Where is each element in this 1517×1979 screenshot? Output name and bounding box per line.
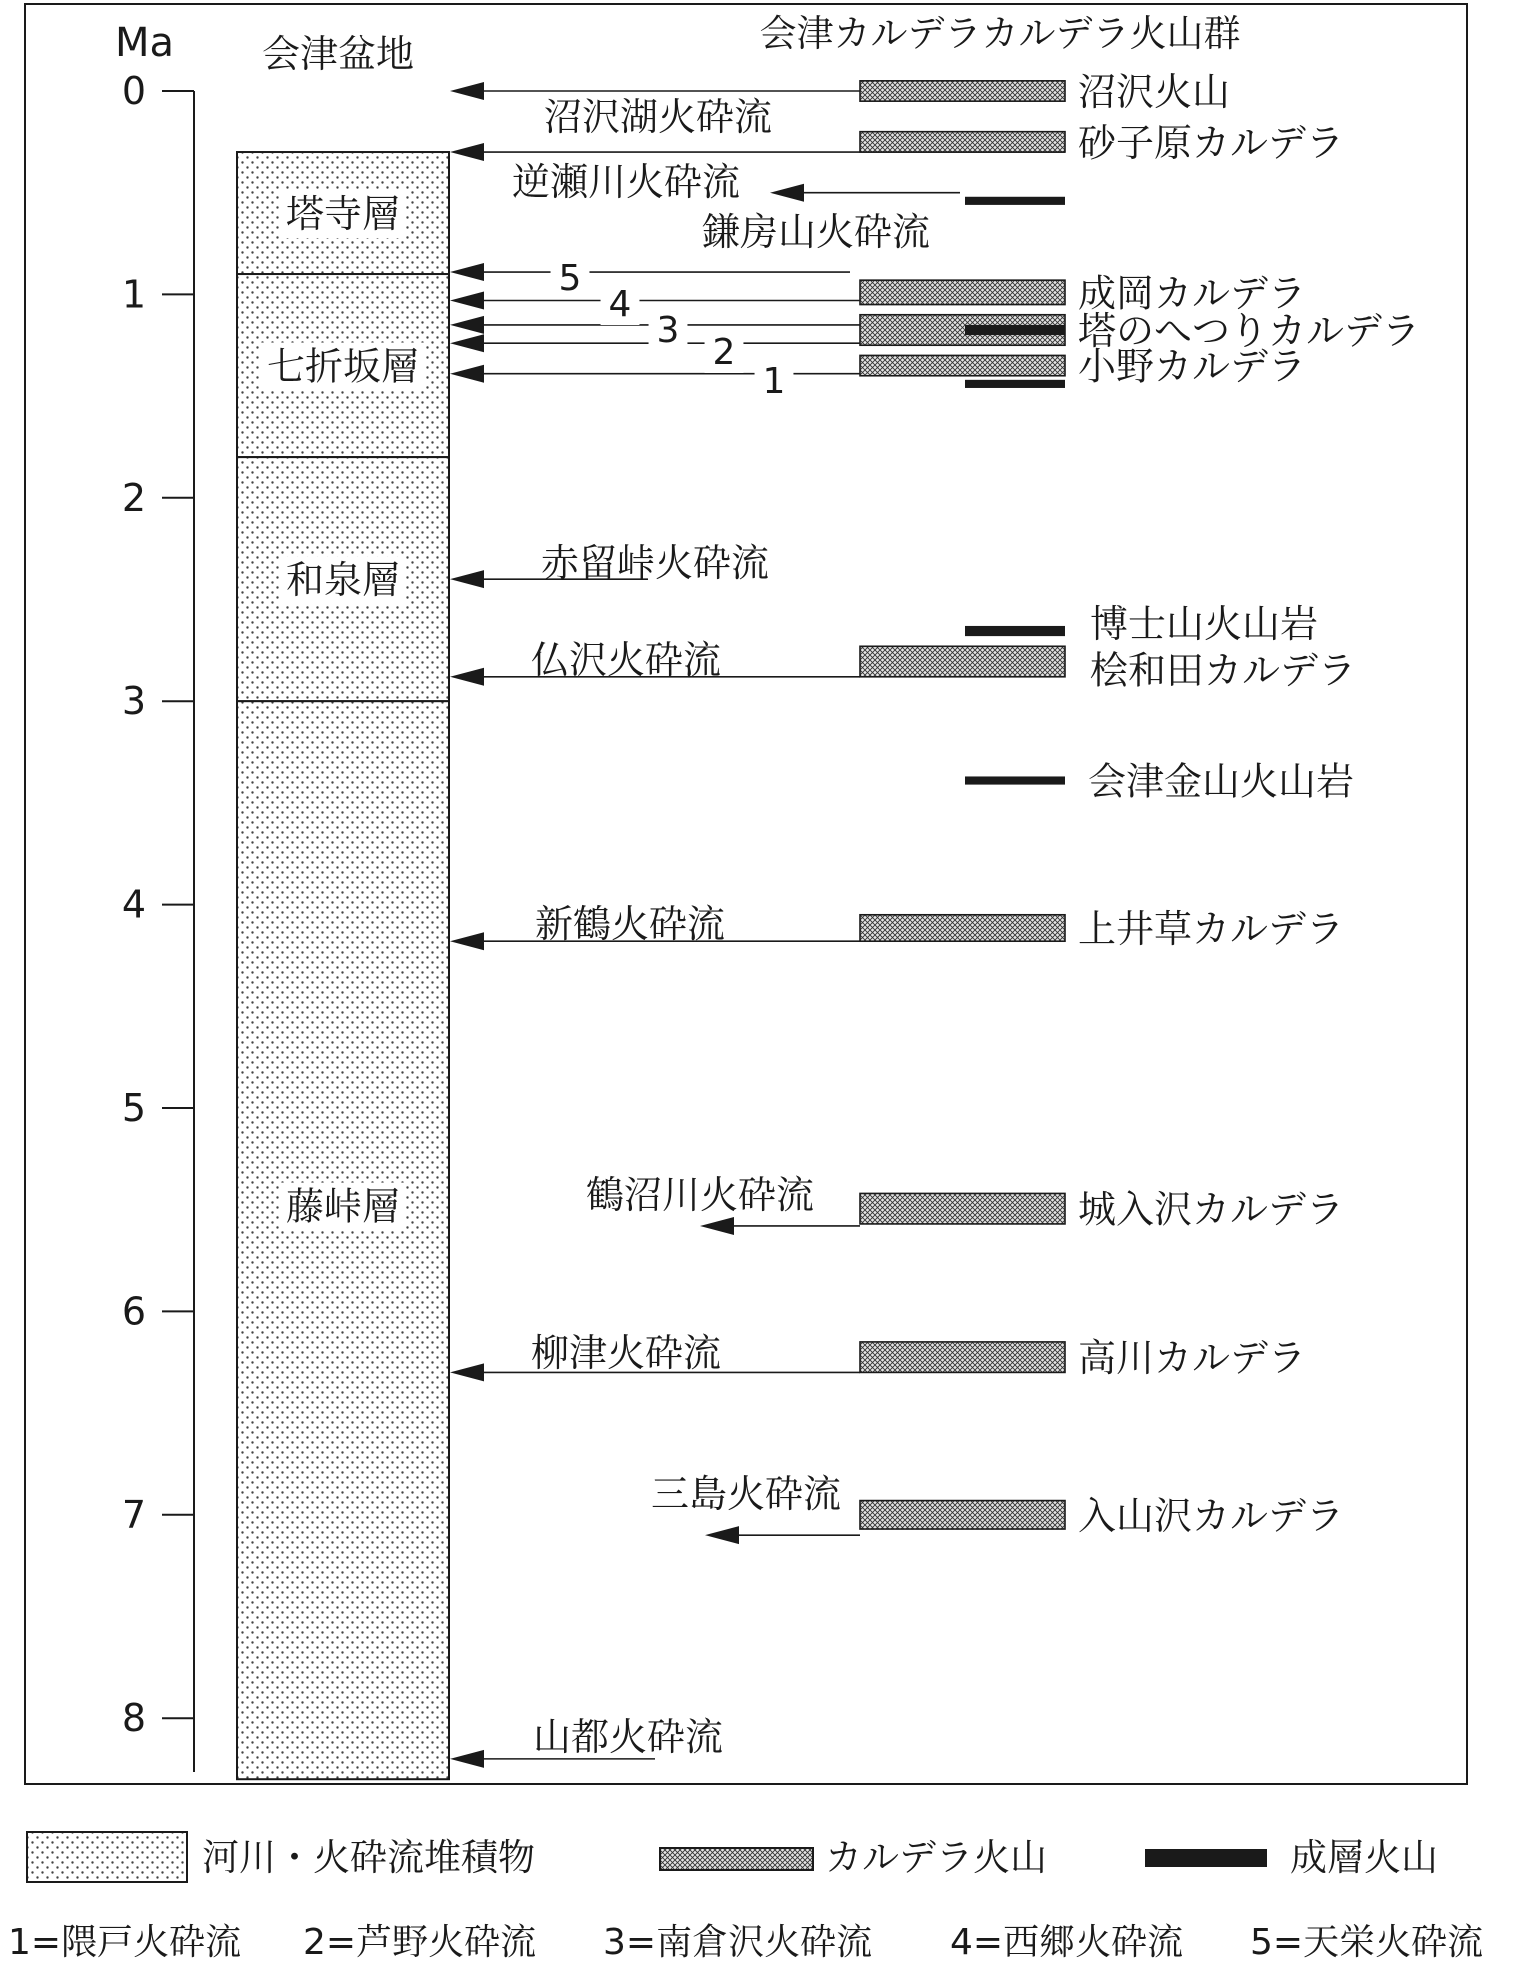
flow-label-4: 4 <box>608 284 632 325</box>
caldera-bar-11 <box>860 915 1065 941</box>
flow-label-13: 三島火砕流 <box>650 1472 842 1516</box>
layer-label-1: 七折坂層 <box>266 344 420 389</box>
footnote-item-3: 3=南倉沢火砕流 <box>603 1922 873 1963</box>
tick-label-4: 4 <box>121 882 146 927</box>
flow-arrowhead-1 <box>450 143 484 161</box>
volcano-bars <box>860 70 1420 1538</box>
flow-arrowhead-8 <box>450 570 484 588</box>
tick-label-5: 5 <box>121 1086 146 1130</box>
caldera-bar-0 <box>860 81 1065 101</box>
flow-label-3: 5 <box>558 258 582 299</box>
flow-arrowhead-6 <box>450 334 484 352</box>
axis-unit-label: Ma <box>115 20 175 66</box>
caldera-bar-9 <box>860 646 1065 677</box>
caldera-bar-14 <box>860 1501 1065 1529</box>
flow-label-7: 1 <box>762 361 786 402</box>
flow-arrowhead-10 <box>450 932 484 950</box>
volcano-label-11: 上井草カルデラ <box>1078 906 1345 951</box>
flow-arrowhead-3 <box>450 263 484 281</box>
volcano-label-10: 会津金山火山岩 <box>1088 759 1355 804</box>
caldera-bar-12 <box>860 1193 1065 1224</box>
legend-caldera-swatch <box>660 1848 813 1870</box>
flow-label-9: 仏沢火砕流 <box>530 638 722 682</box>
strato-bar-10 <box>965 776 1065 784</box>
strato-bar-2 <box>965 197 1065 205</box>
flow-arrowhead-7 <box>450 365 484 383</box>
flow-label-6: 2 <box>712 332 736 373</box>
caldera-bar-13 <box>860 1342 1065 1373</box>
flow-label-5: 3 <box>656 310 680 351</box>
footnote-item-4: 4=西郷火砕流 <box>950 1922 1184 1963</box>
flow-label-10: 新鶴火砕流 <box>534 902 726 946</box>
basin-title: 会津盆地 <box>261 32 415 76</box>
volcano-label-6: 小野カルデラ <box>1078 344 1307 389</box>
volcano-label-8: 博士山火山岩 <box>1090 602 1319 647</box>
flow-label-2: 鎌房山火砕流 <box>701 210 931 254</box>
strato-bar-5 <box>965 325 1065 335</box>
caldera-bar-1 <box>860 132 1065 152</box>
volcano-group-title: 会津カルデラカルデラ火山群 <box>759 12 1241 55</box>
layer-label-0: 塔寺層 <box>285 192 401 237</box>
flow-label-12: 柳津火砕流 <box>530 1331 722 1375</box>
volcano-label-14: 入山沢カルデラ <box>1078 1493 1345 1538</box>
legend-caldera-label: カルデラ火山 <box>825 1836 1047 1879</box>
caldera-bar-6 <box>860 355 1065 375</box>
caldera-bar-3 <box>860 280 1065 304</box>
volcano-label-4: 塔のへつりカルデラ <box>1078 308 1421 353</box>
volcano-label-13: 高川カルデラ <box>1078 1336 1307 1381</box>
legend-strato-swatch <box>1145 1849 1267 1867</box>
tick-label-3: 3 <box>121 679 146 724</box>
tick-label-8: 8 <box>121 1696 146 1741</box>
tick-label-1: 1 <box>121 272 146 317</box>
basin-layers <box>237 152 449 1779</box>
flow-arrowhead-14 <box>450 1750 484 1768</box>
volcano-label-3: 成岡カルデラ <box>1078 271 1307 316</box>
flow-label-0: 沼沢湖火砕流 <box>543 95 773 139</box>
flow-arrowhead-9 <box>450 668 484 686</box>
tick-label-6: 6 <box>121 1289 146 1334</box>
tick-label-7: 7 <box>121 1492 146 1537</box>
footnote-item-5: 5=天栄火砕流 <box>1250 1922 1484 1963</box>
flow-arrowhead-0 <box>450 82 484 100</box>
strato-bar-7 <box>965 380 1065 388</box>
volcano-label-12: 城入沢カルデラ <box>1078 1187 1345 1232</box>
footnote <box>8 1922 1483 1963</box>
flow-arrowhead-12 <box>450 1363 484 1381</box>
footnote-item-2: 2=芦野火砕流 <box>303 1922 537 1963</box>
legend-dotted-swatch <box>27 1832 187 1882</box>
tick-label-0: 0 <box>121 69 146 113</box>
flow-arrowhead-4 <box>450 292 484 310</box>
flow-label-8: 赤留峠火砕流 <box>540 541 770 585</box>
flow-arrowhead-2 <box>770 184 804 202</box>
layer-label-2: 和泉層 <box>285 558 401 603</box>
flow-arrowhead-13 <box>705 1526 739 1544</box>
flow-arrowhead-11 <box>700 1217 734 1235</box>
footnote-item-1: 1=隈戸火砕流 <box>8 1922 242 1963</box>
flow-label-1: 逆瀬川火砕流 <box>511 160 741 204</box>
legend-dotted-label: 河川・火砕流堆積物 <box>202 1836 535 1879</box>
flow-label-11: 鶴沼川火砕流 <box>585 1173 815 1217</box>
volcano-label-9: 桧和田カルデラ <box>1090 648 1357 693</box>
strato-bar-8 <box>965 626 1065 636</box>
legend <box>27 1832 1438 1882</box>
volcano-label-1: 砂子原カルデラ <box>1078 120 1345 165</box>
axis-ticks <box>122 69 194 1740</box>
flow-label-14: 山都火砕流 <box>532 1715 724 1759</box>
layer-label-3: 藤峠層 <box>285 1184 401 1229</box>
flow-arrowhead-5 <box>450 316 484 334</box>
tick-label-2: 2 <box>121 475 146 520</box>
layer-box-3 <box>237 701 449 1779</box>
volcano-label-0: 沼沢火山 <box>1078 70 1231 114</box>
legend-strato-label: 成層火山 <box>1290 1836 1438 1879</box>
